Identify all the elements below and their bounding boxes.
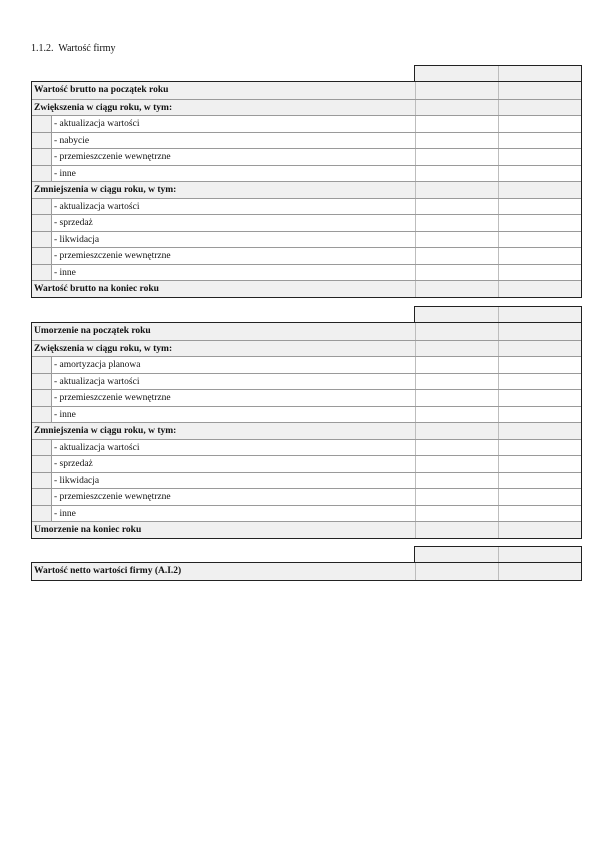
value-cell-2[interactable] [498,440,581,456]
section-number: 1.1.2. [31,43,54,54]
row-label [32,199,415,215]
value-cell-2[interactable] [498,390,581,406]
table-row [32,340,581,357]
value-cell-2[interactable] [498,116,581,132]
table-row [32,563,581,580]
table-row [32,455,581,472]
row-label-text: - inne [54,267,76,278]
row-label [32,166,415,182]
value-cell-2[interactable] [498,149,581,165]
row-label-text: - przemieszczenie wewnętrzne [54,152,171,162]
net-value-table [31,546,582,581]
indent-cell [32,374,52,390]
value-cell-1[interactable] [415,281,498,297]
value-cell-1[interactable] [415,506,498,522]
indent-cell [32,506,52,522]
table-row [32,389,581,406]
value-cell-2[interactable] [498,357,581,373]
value-cell-2[interactable] [498,232,581,248]
row-label: Wartość brutto na koniec roku [32,281,415,297]
value-cell-2[interactable] [498,473,581,489]
row-label: Zmniejszenia w ciągu roku, w tym: [32,423,415,439]
value-cell-1[interactable] [415,133,498,149]
row-label: Wartość brutto na początek roku [32,82,415,99]
indent-cell [32,489,52,505]
value-cell-2[interactable] [498,281,581,297]
value-cell-2[interactable] [498,506,581,522]
row-label [32,265,415,281]
value-cell-2[interactable] [498,100,581,116]
indent-cell [32,133,52,149]
value-cell-1[interactable] [415,473,498,489]
row-label [32,357,415,373]
column-header-2 [498,66,582,81]
value-cell-1[interactable] [415,82,498,99]
row-label [32,473,415,489]
indent-cell [32,440,52,456]
table-row [32,115,581,132]
row-label-text: - przemieszczenie wewnętrzne [54,393,171,403]
table-row [32,406,581,423]
row-label [32,215,415,231]
row-label-text: - likwidacja [54,234,100,245]
indent-cell [32,357,52,373]
gross-value-table [31,65,582,298]
value-cell-2[interactable] [498,323,581,340]
table-row [32,373,581,390]
row-label: Umorzenie na początek roku [32,323,415,340]
value-cell-1[interactable] [415,374,498,390]
row-label-text: - aktualizacja wartości [54,119,140,129]
value-cell-2[interactable] [498,215,581,231]
value-cell-1[interactable] [415,563,498,580]
value-cell-2[interactable] [498,248,581,264]
value-cell-2[interactable] [498,423,581,439]
indent-cell [32,473,52,489]
row-label-text: - sprzedaż [54,218,93,228]
row-label-text: - aktualizacja wartości [54,201,140,212]
value-cell-1[interactable] [415,232,498,248]
table-row [32,264,581,281]
value-cell-2[interactable] [498,82,581,99]
column-header-2 [498,307,582,322]
value-cell-1[interactable] [415,390,498,406]
section-heading: Wartość firmy [58,43,116,54]
table-row [32,198,581,215]
table-row [32,280,581,297]
value-cell-2[interactable] [498,265,581,281]
column-header-2 [498,547,582,562]
value-cell-2[interactable] [498,182,581,198]
table-row [32,488,581,505]
value-cell-1[interactable] [415,489,498,505]
row-label-text: - inne [54,508,76,519]
table-row [32,472,581,489]
value-cell-1[interactable] [415,100,498,116]
row-label [32,489,415,505]
value-cell-1[interactable] [415,357,498,373]
row-label [32,407,415,423]
indent-cell [32,232,52,248]
row-label [32,116,415,132]
row-label-text: - aktualizacja wartości [54,376,140,387]
indent-cell [32,215,52,231]
value-cell-1[interactable] [415,323,498,340]
indent-cell [32,390,52,406]
column-headers [414,65,582,81]
amortization-table [31,306,582,539]
row-label [32,248,415,264]
value-cell-2[interactable] [498,133,581,149]
table-row [32,505,581,522]
table-header [31,65,582,81]
table-row [32,214,581,231]
value-cell-1[interactable] [415,149,498,165]
table-row [32,148,581,165]
column-header-1 [415,547,498,562]
column-header-1 [415,66,498,81]
value-cell-1[interactable] [415,182,498,198]
indent-cell [32,407,52,423]
indent-cell [32,265,52,281]
row-label-text: - inne [54,168,76,179]
value-cell-1[interactable] [415,407,498,423]
indent-cell [32,199,52,215]
table-row [32,323,581,340]
row-label-text: - przemieszczenie wewnętrzne [54,492,171,502]
row-label [32,390,415,406]
table-header [31,546,582,562]
table-row [32,247,581,264]
row-label [32,506,415,522]
value-cell-1[interactable] [415,215,498,231]
row-label-text: - przemieszczenie wewnętrzne [54,251,171,261]
value-cell-1[interactable] [415,248,498,264]
table-row [32,356,581,373]
value-cell-2[interactable] [498,489,581,505]
row-label [32,456,415,472]
indent-cell [32,248,52,264]
value-cell-1[interactable] [415,199,498,215]
row-label: Umorzenie na koniec roku [32,522,415,538]
row-label-text: - sprzedaż [54,459,93,469]
value-cell-2[interactable] [498,341,581,357]
value-cell-2[interactable] [498,166,581,182]
row-label: Zwiększenia w ciągu roku, w tym: [32,341,415,357]
indent-cell [32,166,52,182]
table-row [32,165,581,182]
row-label-text: - aktualizacja wartości [54,442,140,453]
section-title [31,43,116,54]
table-row [32,181,581,198]
row-label [32,149,415,165]
value-cell-1[interactable] [415,440,498,456]
table-row [32,422,581,439]
indent-cell [32,116,52,132]
value-cell-2[interactable] [498,407,581,423]
row-label [32,374,415,390]
column-header-1 [415,307,498,322]
table-row [32,82,581,99]
row-label-text: - likwidacja [54,475,100,486]
row-label-text: - amortyzacja planowa [54,360,141,370]
value-cell-1[interactable] [415,456,498,472]
value-cell-1[interactable] [415,166,498,182]
table-body [31,81,582,298]
value-cell-1[interactable] [415,522,498,538]
value-cell-2[interactable] [498,374,581,390]
table-row [32,231,581,248]
table-row [32,439,581,456]
row-label: Zwiększenia w ciągu roku, w tym: [32,100,415,116]
value-cell-1[interactable] [415,423,498,439]
column-headers [414,546,582,562]
row-label: Wartość netto wartości firmy (A.I.2) [32,563,415,580]
value-cell-1[interactable] [415,116,498,132]
table-body [31,562,582,581]
value-cell-2[interactable] [498,456,581,472]
table-header [31,306,582,322]
table-row [32,132,581,149]
value-cell-1[interactable] [415,265,498,281]
row-label-text: - nabycie [54,135,90,146]
column-headers [414,306,582,322]
table-body [31,322,582,539]
value-cell-1[interactable] [415,341,498,357]
row-label: Zmniejszenia w ciągu roku, w tym: [32,182,415,198]
value-cell-2[interactable] [498,199,581,215]
value-cell-2[interactable] [498,563,581,580]
row-label-text: - inne [54,409,76,420]
table-row [32,521,581,538]
indent-cell [32,149,52,165]
row-label [32,440,415,456]
row-label [32,232,415,248]
table-row [32,99,581,116]
value-cell-2[interactable] [498,522,581,538]
indent-cell [32,456,52,472]
row-label [32,133,415,149]
